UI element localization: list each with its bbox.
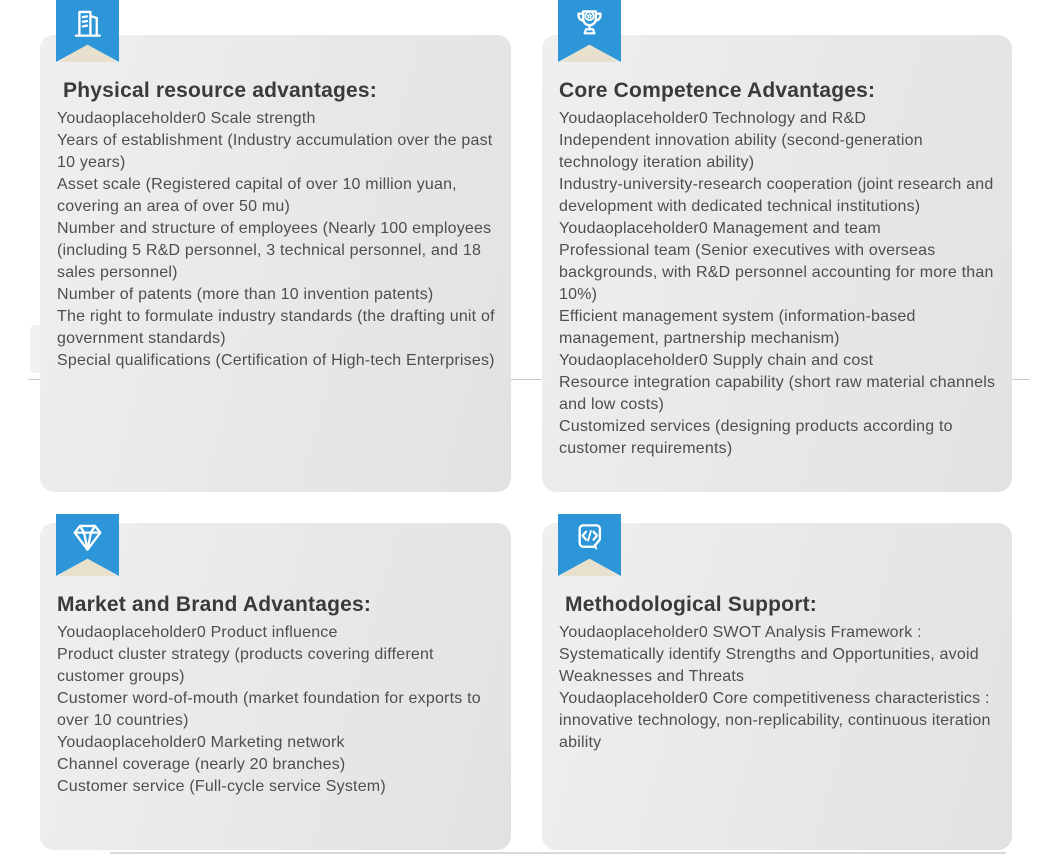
card-market-brand bbox=[40, 523, 511, 850]
card-body bbox=[559, 622, 996, 754]
card-core-competence bbox=[542, 35, 1012, 492]
body-line: Youdaoplaceholder0 Management and team bbox=[559, 220, 881, 237]
body-line: Customer word-of-mouth (market foundation for exports to over 10 countries) bbox=[57, 690, 481, 729]
body-line: Youdaoplaceholder0 Marketing network bbox=[57, 734, 345, 751]
body-line: Number of patents (more than 10 invention patents) bbox=[57, 286, 434, 303]
body-line: Number and structure of employees (Nearly 100 employees (including 5 R&D personnel, 3 technical personnel, and 18 sales personnel) bbox=[57, 220, 492, 281]
card-body bbox=[57, 108, 495, 372]
card-body bbox=[559, 108, 996, 460]
body-line: Asset scale (Registered capital of over 10 million yuan, covering an area of over 50 mu) bbox=[57, 176, 457, 215]
card-title: Market and Brand Advantages: bbox=[57, 593, 372, 616]
card-content bbox=[40, 35, 511, 372]
body-line: Years of establishment (Industry accumulation over the past 10 years) bbox=[57, 132, 493, 171]
bottom-divider-line bbox=[110, 852, 1006, 854]
card-physical-resources bbox=[40, 35, 511, 492]
body-line: Channel coverage (nearly 20 branches) bbox=[57, 756, 346, 773]
body-line: Product cluster strategy (products covering different customer groups) bbox=[57, 646, 434, 685]
body-line: Efficient management system (information-based management, partnership mechanism) bbox=[559, 308, 916, 347]
body-line: Special qualifications (Certification of High-tech Enterprises) bbox=[57, 352, 495, 369]
card-title: Physical resource advantages: bbox=[57, 79, 377, 102]
body-line: Youdaoplaceholder0 Product influence bbox=[57, 624, 338, 641]
card-title: Core Competence Advantages: bbox=[559, 79, 876, 102]
body-line: Customer service (Full-cycle service System) bbox=[57, 778, 386, 795]
body-line: Youdaoplaceholder0 SWOT Analysis Framework : Systematically identify Strengths and Opportunities, avoid Weaknesses and Threats bbox=[559, 624, 979, 685]
card-content bbox=[40, 523, 511, 798]
body-line: Youdaoplaceholder0 Technology and R&D bbox=[559, 110, 867, 127]
card-methodological-support bbox=[542, 523, 1012, 850]
body-line: The right to formulate industry standards (the drafting unit of government standards) bbox=[57, 308, 495, 347]
body-line: Customized services (designing products according to customer requirements) bbox=[559, 418, 953, 457]
card-content bbox=[542, 523, 1012, 754]
card-body bbox=[57, 622, 495, 798]
body-line: Industry-university-research cooperation (joint research and development with dedicated technical institutions) bbox=[559, 176, 994, 215]
body-line: Youdaoplaceholder0 Core competitiveness characteristics : innovative technology, non-replicability, continuous iteration ability bbox=[559, 690, 991, 751]
body-line: Professional team (Senior executives with overseas backgrounds, with R&D personnel accounting for more than 10%) bbox=[559, 242, 994, 303]
body-line: Resource integration capability (short raw material channels and low costs) bbox=[559, 374, 996, 413]
body-line: Youdaoplaceholder0 Supply chain and cost bbox=[559, 352, 874, 369]
card-content bbox=[542, 35, 1012, 460]
card-title: Methodological Support: bbox=[559, 593, 817, 616]
body-line: Youdaoplaceholder0 Scale strength bbox=[57, 110, 316, 127]
body-line: Independent innovation ability (second-generation technology iteration ability) bbox=[559, 132, 923, 171]
